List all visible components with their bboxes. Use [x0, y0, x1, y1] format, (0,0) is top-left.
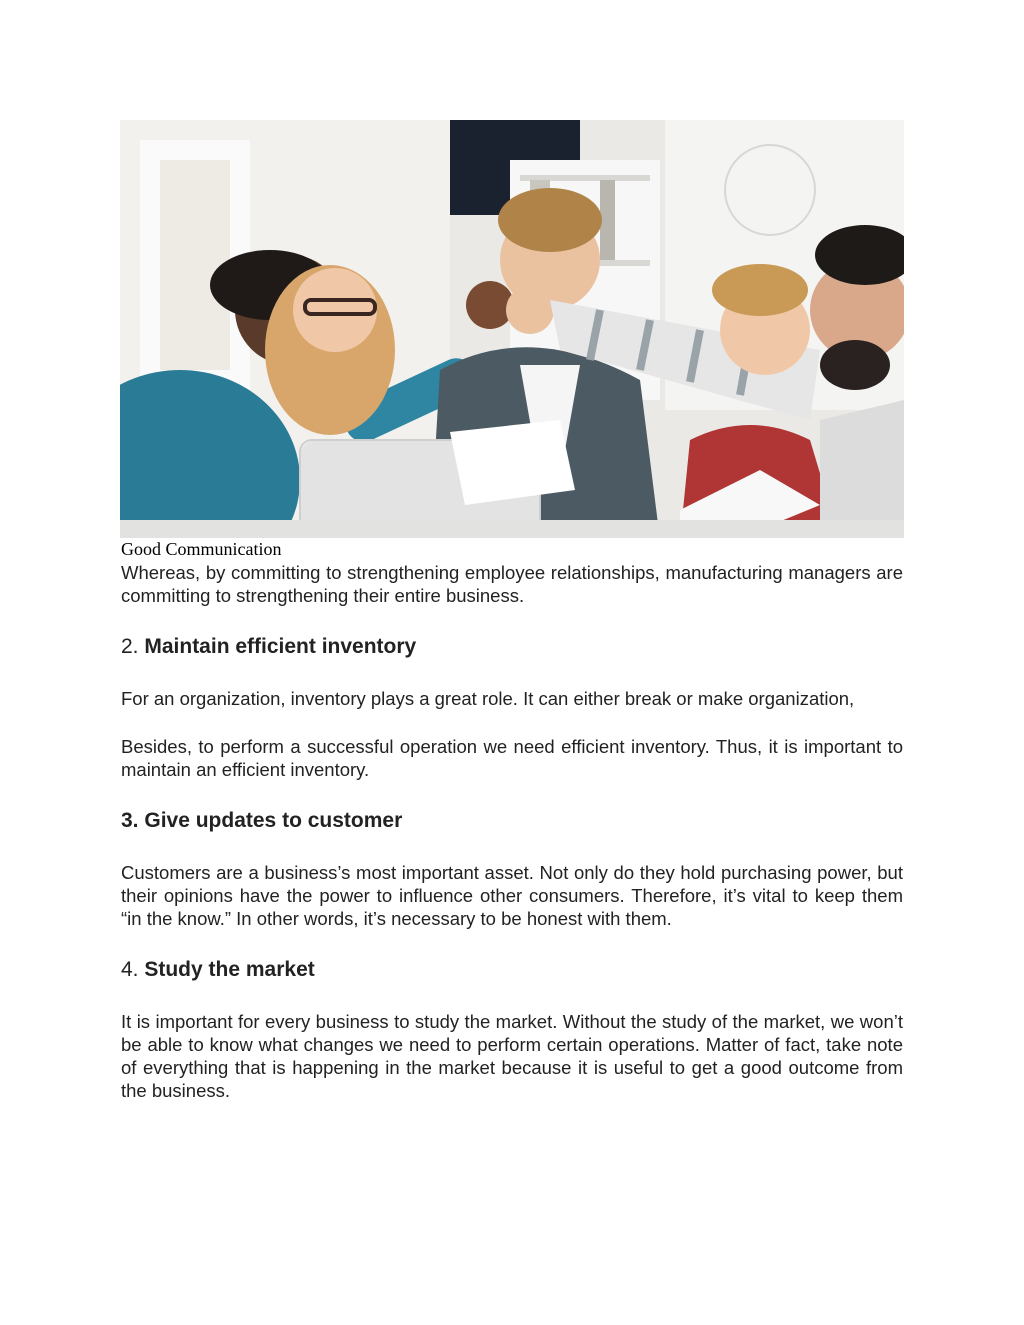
section-number: 2.	[121, 635, 139, 658]
section-number: 3.	[121, 809, 139, 832]
paragraph: Customers are a business’s most important asset. Not only do they hold purchasing power, but their opinions have the power to influence other consumers. Therefore, it’s vital to keep them “in the know.” In other words, it’s necessary to be honest with them.	[121, 862, 903, 929]
section-heading-study-market	[121, 957, 903, 983]
intro-paragraph: Whereas, by committing to strengthening employee relationships, manufacturing managers are committing to strengthening their entire business.	[121, 562, 903, 606]
article-body	[121, 561, 903, 1102]
section-title: Maintain efficient inventory	[144, 635, 417, 658]
image-caption: Good Communication	[121, 539, 282, 559]
team-fist-bump-photo	[120, 120, 904, 538]
paragraph: Besides, to perform a successful operation we need efficient inventory. Thus, it is important to maintain an efficient inventory.	[121, 736, 903, 780]
section-number: 4.	[121, 958, 139, 981]
paragraph: For an organization, inventory plays a great role. It can either break or make organization,	[121, 688, 855, 709]
section-heading-inventory	[121, 634, 903, 660]
section-heading-customer-updates	[121, 808, 903, 834]
paragraph: It is important for every business to study the market. Without the study of the market, we won’t be able to know what changes we need to perform certain operations. Matter of fact, take note of everything that is happening in the market because it is useful to get a good outcome from the business.	[121, 1011, 903, 1101]
section-title: Give updates to customer	[144, 809, 403, 832]
section-title: Study the market	[144, 958, 315, 981]
